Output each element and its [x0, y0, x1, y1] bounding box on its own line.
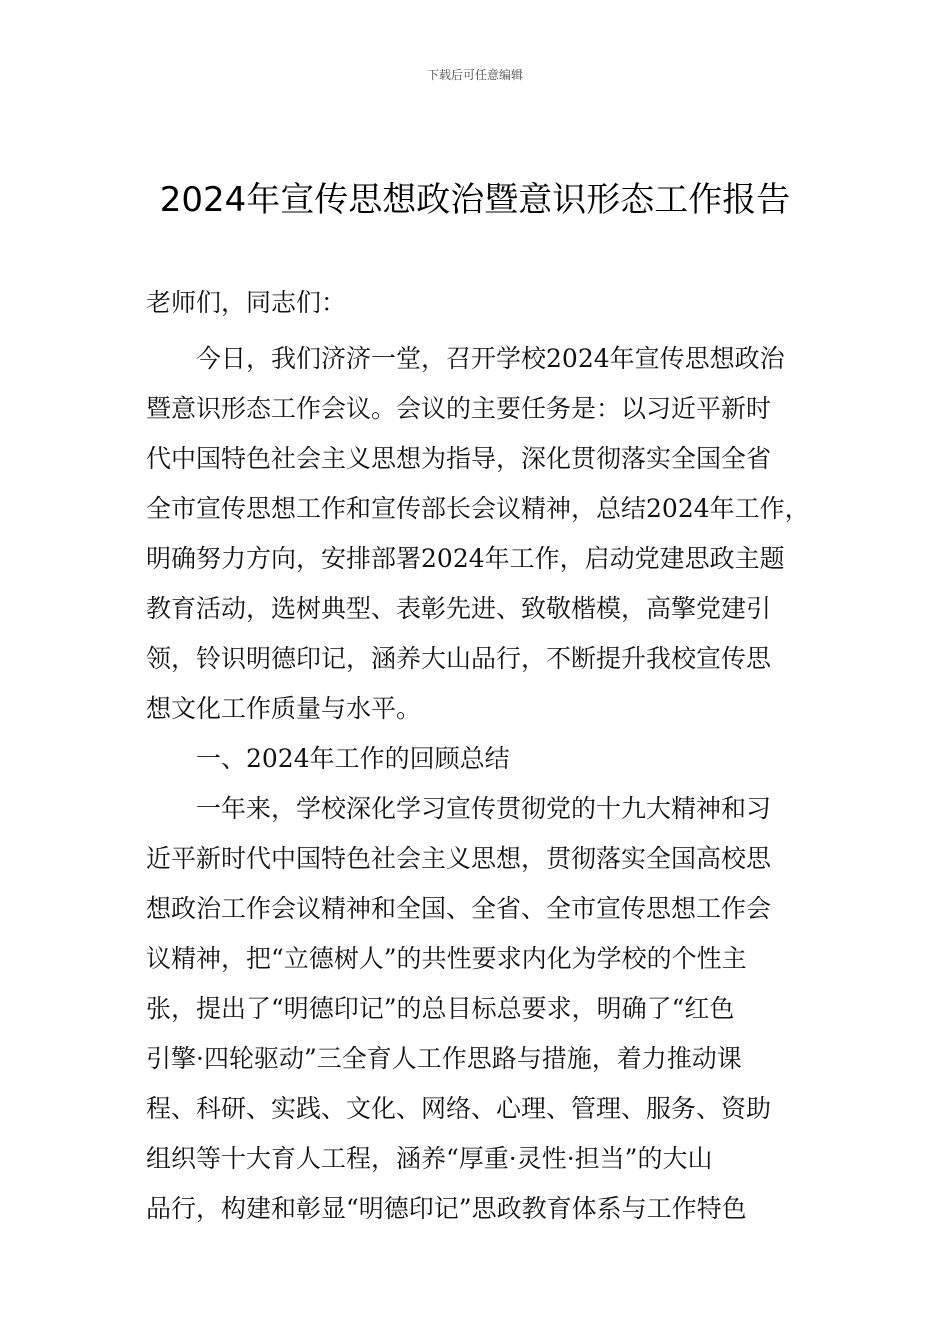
paragraph-2-line: 一年来，学校深化学习宣传贯彻党的十九大精神和习: [196, 794, 772, 823]
paragraph-1-line: 明确努力方向，安排部署2024年工作，启动党建思政主题: [146, 544, 785, 573]
paragraph-1-line: 想文化工作质量与水平。: [146, 694, 422, 723]
paragraph-2-line: 引擎·四轮驱动”三全育人工作思路与措施，着力推动课: [146, 1044, 742, 1073]
salutation: 老师们，同志们：: [146, 288, 347, 317]
section-heading: 一、2024年工作的回顾总结: [196, 744, 510, 773]
document-title: 2024年宣传思想政治暨意识形态工作报告: [159, 180, 791, 220]
header-note: 下载后可任意编辑: [426, 68, 523, 82]
paragraph-1-line: 全市宣传思想工作和宣传部长会议精神，总结2024年工作，: [146, 494, 810, 523]
paragraph-2-line: 组织等十大育人工程，涵养“厚重·灵性·担当”的大山: [146, 1144, 713, 1173]
paragraph-1-line: 今日，我们济济一堂，召开学校2024年宣传思想政治: [196, 344, 785, 373]
paragraph-1-line: 教育活动，选树典型、表彰先进、致敬楷模，高擎党建引: [146, 594, 772, 623]
paragraph-2-line: 想政治工作会议精神和全国、全省、全市宣传思想工作会: [146, 894, 772, 923]
paragraph-2-line: 近平新时代中国特色社会主义思想，贯彻落实全国高校思: [146, 844, 772, 873]
paragraph-1-line: 领，铃识明德印记，涵养大山品行，不断提升我校宣传思: [146, 644, 772, 673]
paragraph-1-line: 暨意识形态工作会议。会议的主要任务是：以习近平新时: [146, 394, 772, 423]
paragraph-2-line: 程、科研、实践、文化、网络、心理、管理、服务、资助: [146, 1094, 772, 1123]
document-body: [146, 278, 826, 1234]
paragraph-2-line: 品行，构建和彰显“明德印记”思政教育体系与工作特色: [146, 1194, 747, 1223]
paragraph-2-line: 张，提出了“明德印记”的总目标总要求，明确了“红色: [146, 994, 735, 1023]
paragraph-2-line: 议精神，把“立德树人”的共性要求内化为学校的个性主: [146, 944, 747, 973]
paragraph-1-line: 代中国特色社会主义思想为指导，深化贯彻落实全国全省: [146, 444, 772, 473]
